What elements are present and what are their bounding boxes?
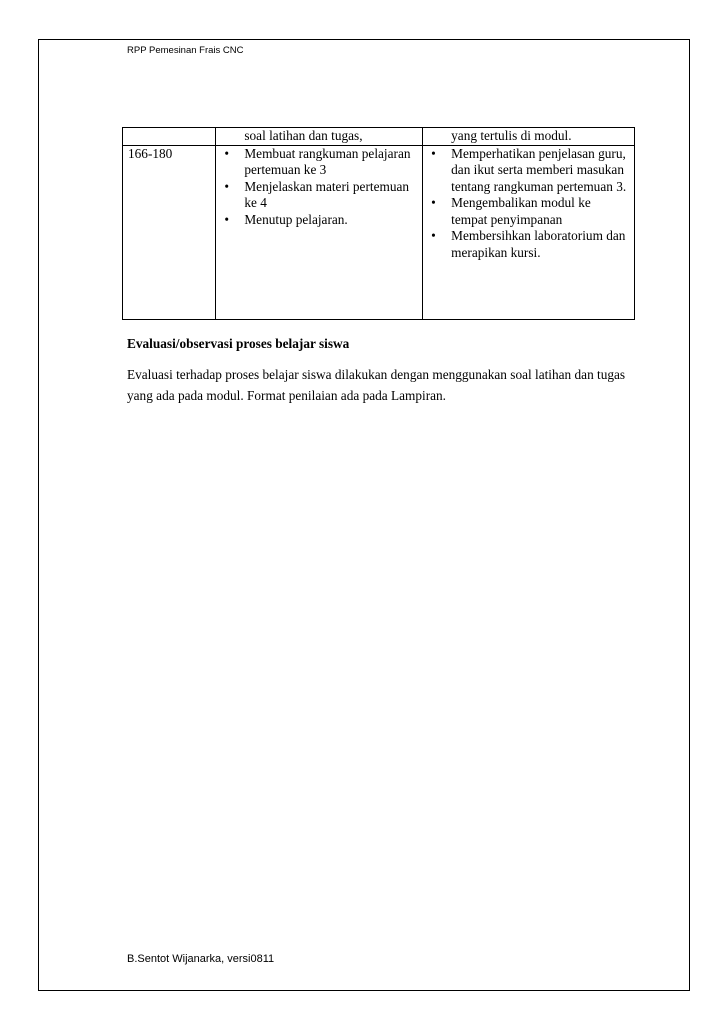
section-heading: Evaluasi/observasi proses belajar siswa xyxy=(127,336,350,351)
list-item: • Menjelaskan materi pertemuan ke 4 xyxy=(221,179,417,212)
student-activity-list xyxy=(428,146,629,262)
teacher-activity-list xyxy=(221,146,417,229)
table-row xyxy=(123,128,635,146)
list-item: • Membuat rangkuman pelajaran pertemuan ke 3 xyxy=(221,146,417,179)
teacher-activity-cell xyxy=(216,128,423,146)
student-activity-continuation: yang tertulis di modul. xyxy=(451,128,572,143)
list-item: • Mengembalikan modul ke tempat penyimpanan xyxy=(428,195,629,228)
page-footer: B.Sentot Wijanarka, versi0811 xyxy=(127,953,275,965)
student-activity-cell xyxy=(423,128,635,146)
student-activity-cell xyxy=(423,145,635,319)
time-cell xyxy=(123,128,216,146)
list-item: • Menutup pelajaran. xyxy=(221,212,417,229)
lesson-activity-table xyxy=(122,127,635,320)
table-row xyxy=(123,145,635,319)
section-paragraph: Evaluasi terhadap proses belajar siswa dilakukan dengan menggunakan soal latihan dan tugas yang ada pada modul. Format penilaian ada pada Lampiran. xyxy=(127,367,626,403)
teacher-activity-cell xyxy=(216,145,423,319)
list-item: • Membersihkan laboratorium dan merapikan kursi. xyxy=(428,228,629,261)
list-item: • Memperhatikan penjelasan guru, dan ikut serta memberi masukan tentang rangkuman pertemuan 3. xyxy=(428,146,629,196)
teacher-activity-continuation: soal latihan dan tugas, xyxy=(244,128,363,143)
time-cell: 166-180 xyxy=(123,145,216,319)
page-header: RPP Pemesinan Frais CNC xyxy=(127,45,244,56)
